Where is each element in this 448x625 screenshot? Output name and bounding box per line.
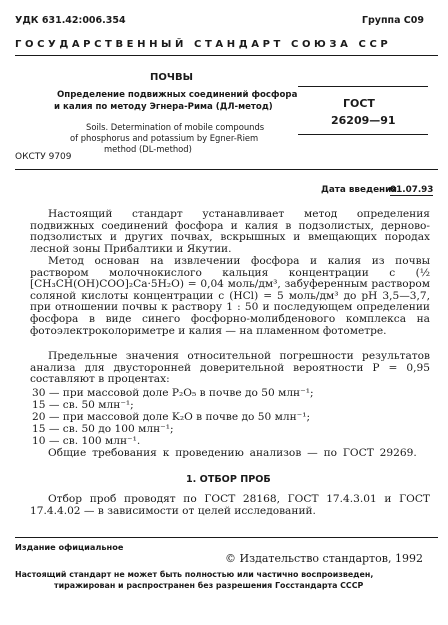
- gost-number: 26209—91: [331, 114, 396, 127]
- gost-label: ГОСТ: [343, 97, 375, 110]
- list-item: 15 — св. 50 до 100 млн⁻¹;: [32, 423, 174, 435]
- date-value: 01.07.93: [390, 185, 434, 195]
- title-rule: [15, 169, 438, 170]
- notice-line2: тиражирован и распространен без разрешения Госстандарта СССР: [54, 581, 364, 590]
- gost-box-rule-bottom: [298, 134, 428, 135]
- standard-body: ГОСУДАРСТВЕННЫЙ СТАНДАРТ СОЮЗА ССР: [15, 39, 392, 50]
- udc-code: УДК 631.42:006.354: [15, 15, 126, 26]
- title-en-line2: of phosphorus and potassium by Egner-Riem: [70, 133, 259, 143]
- paragraph-sampling: Отбор проб проводят по ГОСТ 28168, ГОСТ 17.4.3.01 и ГОСТ 17.4.4.02 — в зависимости от целей исследований.: [30, 493, 430, 517]
- paragraph-method: Метод основан на извлечении фосфора и калия из почвы раствором молочнокислого кальция концентрации c (½ [CH₃CH(OH)COO]₂Ca·5H₂O) = 0,04 моль/дм³, забуференным раствором соляной кислоты концентрации c (HCl) = 5 моль/дм³ до pH 3,5—3,7, при отношении почвы к раствору 1 : 50 и последующем определении фосфора в виде синего фосфорно-молибденового комплекса на фотоэлектроколориметре и калия — на пламенном фотометре.: [30, 255, 430, 337]
- okstu-code: ОКСТУ 9709: [15, 152, 72, 162]
- paragraph-error-limits: Предельные значения относительной погрешности результатов анализа для двусторонней доверительной вероятности P = 0,95 составляют в процентах:: [30, 350, 430, 386]
- list-item: 20 — при массовой доле K₂O в почве до 50 млн⁻¹;: [32, 411, 311, 423]
- title-en-line3: method (DL-method): [104, 144, 192, 154]
- gost-box-rule-top: [298, 86, 428, 87]
- list-item: 30 — при массовой доле P₂O₅ в почве до 50 млн⁻¹;: [32, 387, 314, 399]
- title-ru-line2: и калия по методу Эгнера-Рима (ДЛ-метод): [54, 102, 273, 112]
- list-item: 15 — св. 50 млн⁻¹;: [32, 399, 134, 411]
- paragraph-general-requirements: Общие требования к проведению анализов — по ГОСТ 29269.: [48, 447, 417, 459]
- official-edition: Издание официальное: [15, 542, 124, 552]
- title-en-line1: Soils. Determination of mobile compounds: [86, 122, 265, 132]
- paragraph-scope: Настоящий стандарт устанавливает метод определения подвижных соединений фосфора и калия в подзолистых, дерново-подзолистых и других почвах, вскрышных и вмещающих породах лесной зоны Прибалтики и Якутии.: [30, 208, 430, 255]
- date-label: Дата введения: [321, 185, 397, 195]
- list-item: 10 — св. 100 млн⁻¹.: [32, 435, 141, 447]
- copyright: © Издательство стандартов, 1992: [225, 552, 423, 565]
- doc-title: ПОЧВЫ: [150, 72, 193, 83]
- title-ru-line1: Определение подвижных соединений фосфора: [57, 90, 298, 100]
- header-rule: [15, 55, 438, 56]
- footer-rule: [15, 537, 438, 538]
- section-title: 1. ОТБОР ПРОБ: [186, 474, 271, 485]
- notice-line1: Настоящий стандарт не может быть полностью или частично воспроизведен,: [15, 570, 374, 579]
- group-code: Группа С09: [361, 15, 424, 26]
